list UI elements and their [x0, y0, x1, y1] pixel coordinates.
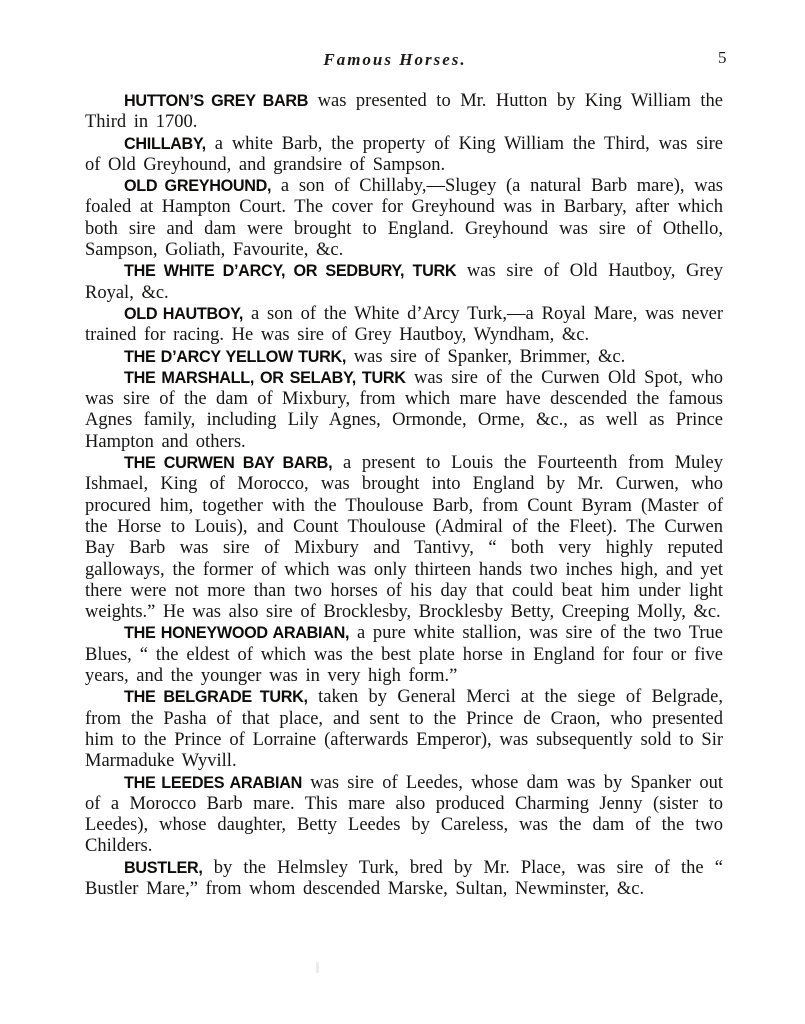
paragraph-old-hautboy [85, 304, 723, 347]
scan-smudge-artifact [316, 962, 319, 973]
paragraph-white-darcy-turk [85, 261, 723, 304]
paragraph-text: was sire of the Curwen Old Spot, who was sire of the dam of Mixbury, from which mare have descended the famous Agnes family, including Lily Agnes, Ormonde, Orme, &c., as well as Prince Hampton and others. [85, 367, 723, 452]
paragraph-darcy-yellow-turk [85, 347, 723, 368]
paragraph-text: taken by General Merci at the siege of Belgrade, from the Pasha of that place, and sent to the Prince de Craon, who presented him to the Prince of Lorraine (afterwards Emperor), was subsequently sold to Sir Marmaduke Wyvill. [85, 687, 723, 772]
paragraph-leedes-arabian [85, 773, 723, 858]
paragraph-lead: THE CURWEN BAY BARB, [124, 454, 333, 473]
paragraph-text: was sire of Leedes, whose dam was by Spanker out of a Morocco Barb mare. This mare also produced Charming Jenny (sister to Leedes), whose daughter, Betty Leedes by Careless, was the dam of the two Childers. [85, 772, 723, 857]
paragraph-bustler [85, 858, 723, 901]
paragraph-text: a son of Chillaby,—Slugey (a natural Barb mare), was foaled at Hampton Court. The cover for Greyhound was in Barbary, after which both sire and dam were brought to England. Greyhound was sire of Othello, Sampson, Goliath, Favourite, &c. [85, 176, 723, 261]
paragraph-lead: HUTTON’S GREY BARB [124, 92, 309, 110]
paragraph-lead: OLD HAUTBOY, [124, 304, 244, 323]
paragraph-lead: CHILLABY, [124, 134, 206, 153]
paragraph-lead: THE LEEDES ARABIAN [124, 773, 303, 792]
paragraph-text: was presented to Mr. Hutton by King William the Third in 1700. [85, 91, 723, 133]
paragraph-text: was sire of Old Hautboy, Grey Royal, &c. [85, 261, 724, 303]
paragraph-text: a son of the White d’Arcy Turk,—a Royal Mare, was never trained for racing. He was sire of Grey Hautboy, Wyndham, &c. [85, 303, 724, 346]
paragraph-lead: THE HONEYWOOD ARABIAN, [124, 624, 350, 643]
paragraph-text: a white Barb, the property of King William the Third, was sire of Old Greyhound, and grandsire of Sampson. [85, 133, 723, 175]
running-head-title: Famous Horses. [323, 50, 467, 69]
page-number: 5 [718, 48, 727, 67]
paragraph-old-greyhound [85, 176, 723, 261]
paragraph-belgrade-turk [85, 687, 723, 772]
paragraph-honeywood-arabian [85, 623, 723, 687]
paragraph-marshall-selaby-turk [85, 368, 723, 453]
paragraph-lead: THE WHITE D’ARCY, OR SEDBURY, TURK [124, 262, 457, 281]
paragraph-huttons-grey-barb [85, 91, 723, 134]
paragraph-text: by the Helmsley Turk, bred by Mr. Place, was sire of the “ Bustler Mare,” from whom descended Marske, Sultan, Newminster, &c. [85, 857, 723, 899]
page-body [85, 91, 723, 900]
paragraph-text: a pure white stallion, was sire of the two True Blues, “ the eldest of which was the best plate horse in England for four or five years, and the younger was in very high form.” [85, 623, 723, 687]
paragraph-text: a present to Louis the Fourteenth from Muley Ishmael, King of Morocco, was brought into England by Mr. Curwen, who procured him, together with the Thoulouse Barb, from Count Byram (Master of the Horse to Louis), and Count Thoulouse (Admiral of the Fleet). The Curwen Bay Barb was sire of Mixbury and Tantivy, “ both very highly reputed galloways, the former of which was only thirteen hands two inches high, and yet there were not more than two horses of his day that could beat him under light weights.” He was also sire of Brocklesby, Brocklesby Betty, Creeping Molly, &c. [85, 453, 723, 623]
paragraph-lead: BUSTLER, [124, 858, 203, 877]
paragraph-lead: THE BELGRADE TURK, [124, 688, 308, 707]
paragraph-text: was sire of Spanker, Brimmer, &c. [346, 346, 626, 367]
paragraph-curwen-bay-barb [85, 453, 723, 623]
paragraph-chillaby [85, 134, 723, 177]
paragraph-lead: THE D’ARCY YELLOW TURK, [124, 347, 347, 366]
paragraph-lead: THE MARSHALL, OR SELABY, TURK [124, 368, 406, 387]
paragraph-lead: OLD GREYHOUND, [124, 177, 272, 196]
